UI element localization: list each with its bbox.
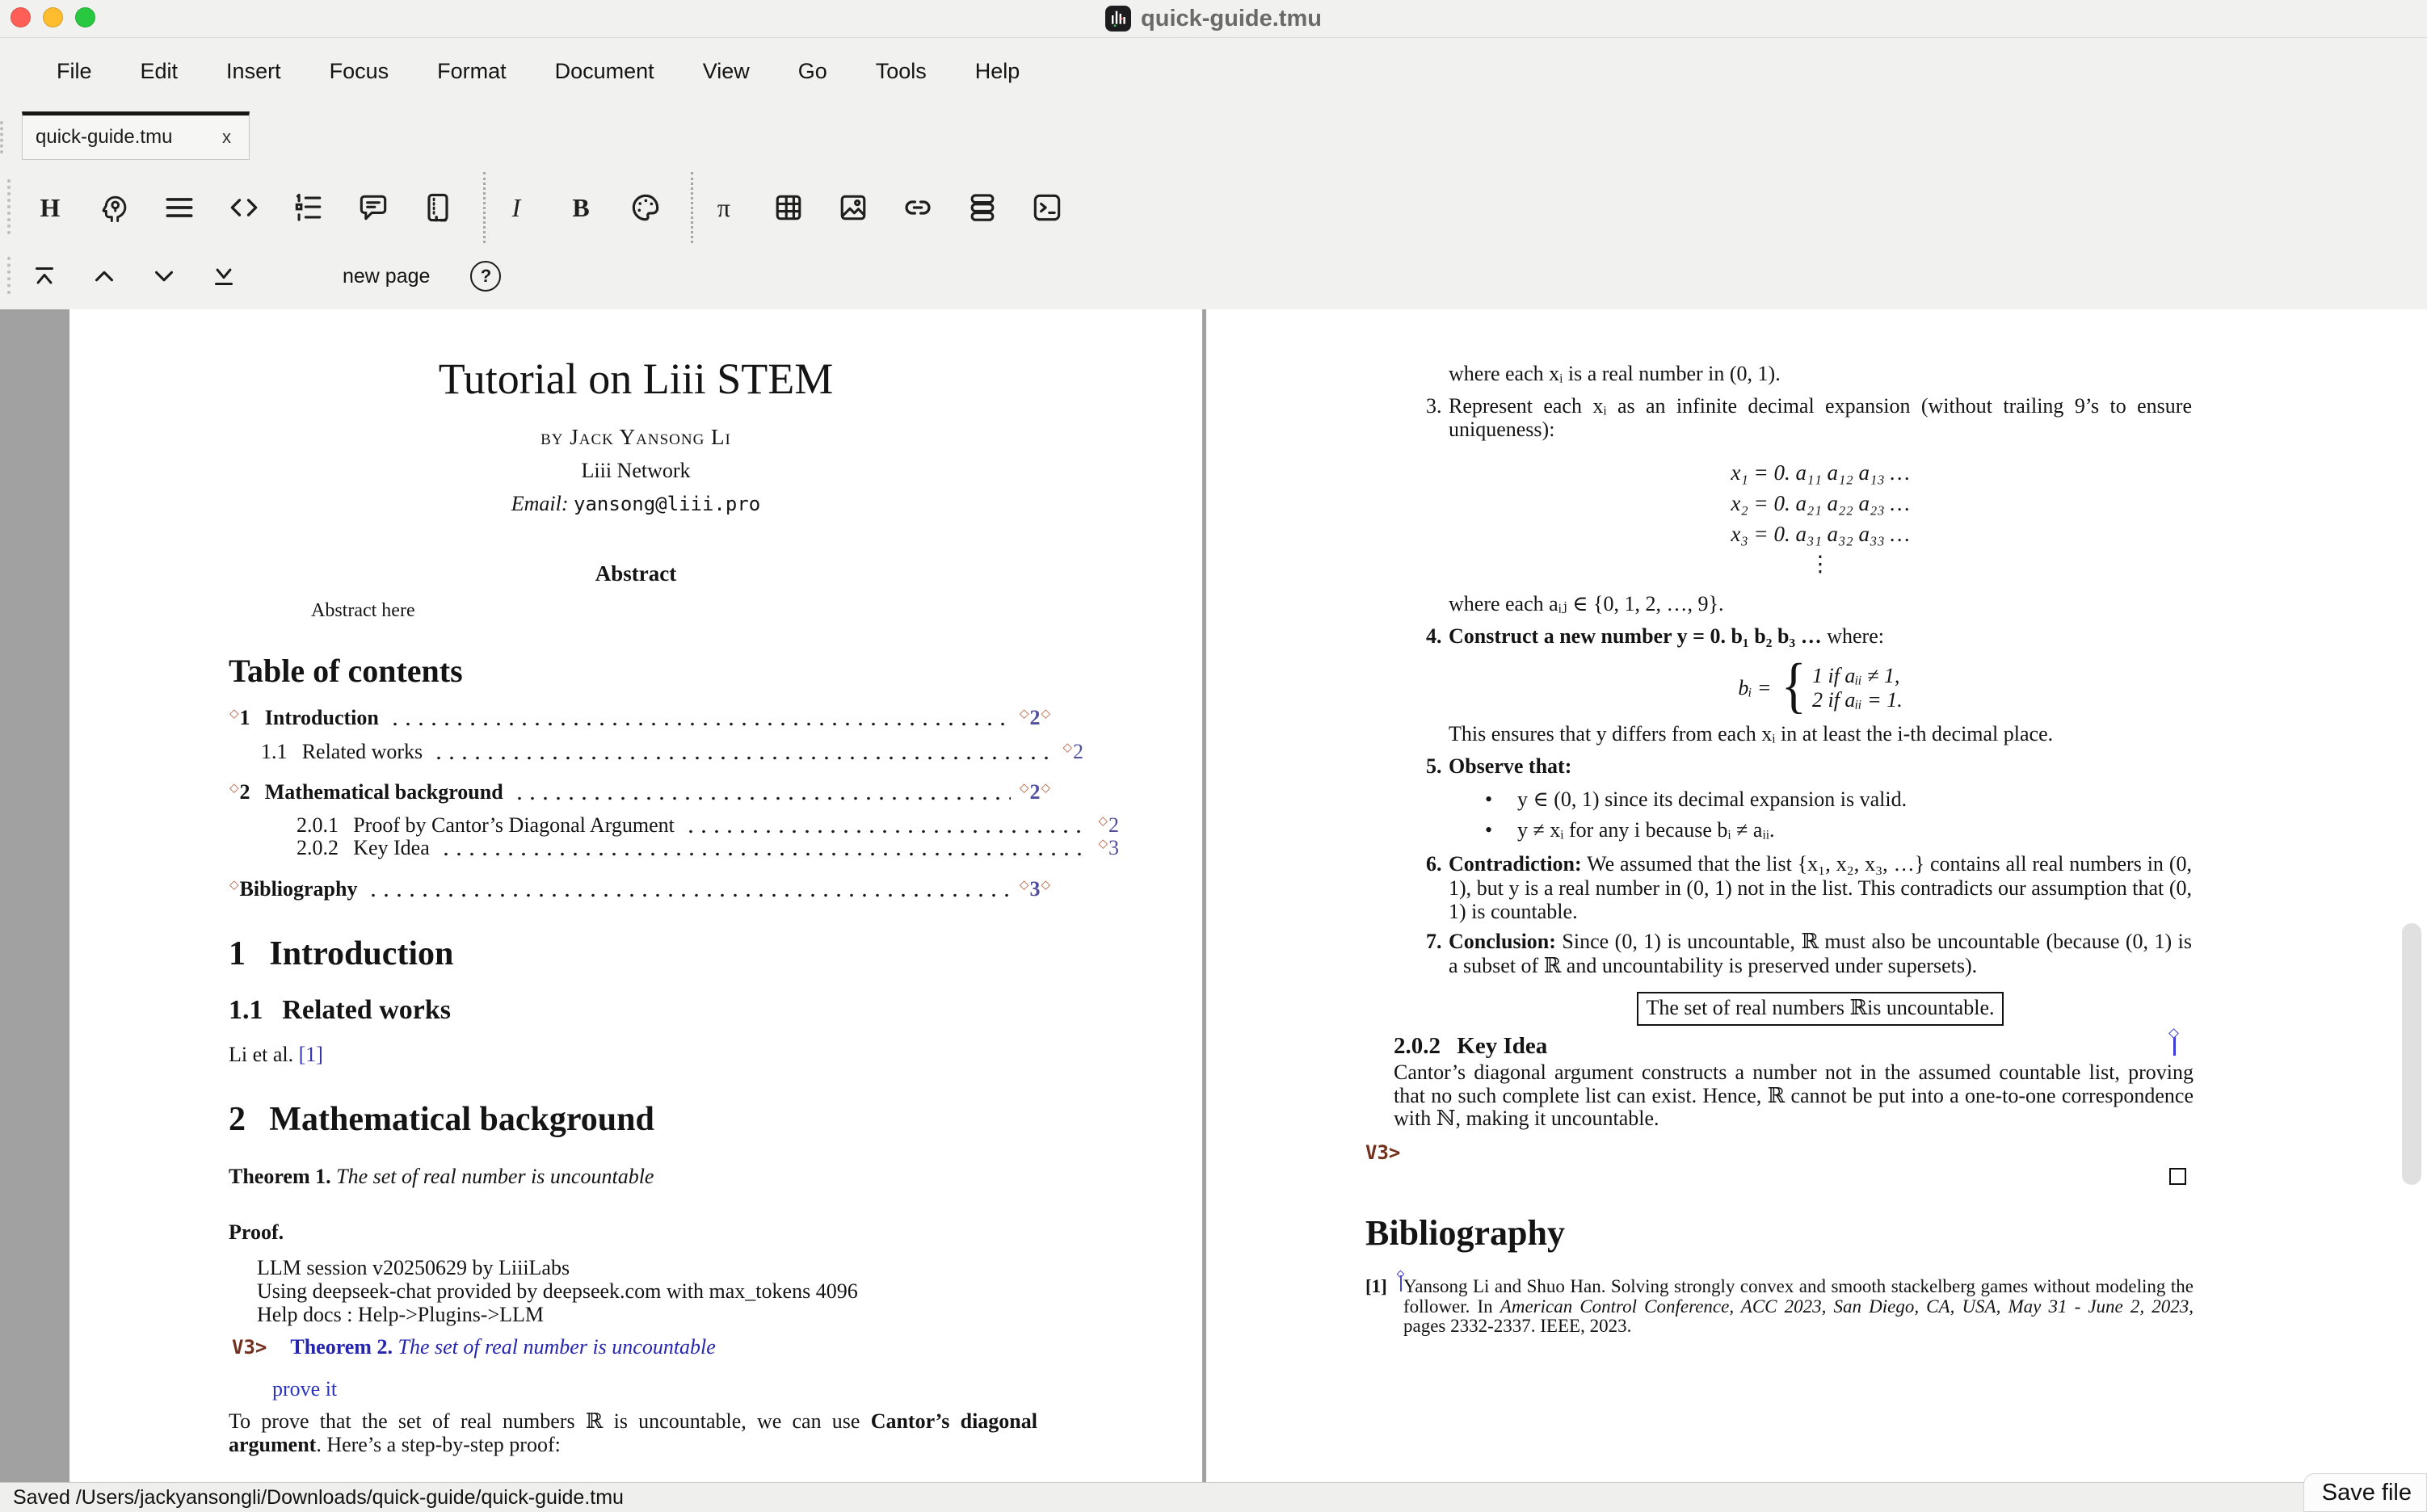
menu-help[interactable]: Help [974, 58, 1020, 83]
toc-leader [440, 848, 1090, 856]
toc-page-number[interactable]: 2 [1029, 706, 1041, 729]
toc-leader [684, 825, 1090, 834]
list-item-6: 6. Contradiction: We assumed that the list {x₁, x₂, x₃, …} contains all real numbers in (0, 1), but y is a real number in (0, 1) not in the list. This contradicts our assumption that (0, 1) is countable. [1426, 852, 2192, 923]
email-value: yansong@liii.pro [574, 493, 761, 515]
cases-equation: bᵢ = { 1 if aᵢᵢ ≠ 1, 2 if aᵢᵢ = 1. [1738, 652, 1903, 720]
doc-affiliation: Liii Network [581, 459, 691, 482]
tab-quick-guide[interactable] [22, 111, 250, 160]
toc-leader [432, 752, 1054, 760]
section-1-heading: 1 Introduction [229, 935, 454, 972]
toc-page-number[interactable]: 2 [1073, 740, 1083, 763]
nav-toolbar [0, 249, 2427, 304]
ai-assistant-icon[interactable] [95, 188, 134, 227]
email-label: Email: [511, 492, 569, 515]
menu-tools[interactable]: Tools [875, 58, 927, 83]
locus-pin-icon: ◇ [229, 879, 239, 892]
doc-byline: by Jack Yansong Li [541, 425, 731, 449]
document-canvas [0, 309, 2427, 1483]
toolbar-separator [691, 172, 693, 243]
main-toolbar [0, 166, 2427, 249]
menu-document[interactable]: Document [554, 58, 654, 83]
locus-pin-icon: ◇ [1019, 879, 1029, 892]
bullet-icon: • [1485, 788, 1493, 811]
decimal-expansion-equations [1449, 457, 2192, 578]
shell-prompt: V3> [232, 1336, 267, 1359]
llm-session-block [257, 1256, 1049, 1326]
toc-leader [367, 889, 1010, 897]
list-item-4: 4. Construct a new number y = 0. b₁ b₂ b₃ … where: [1426, 624, 1884, 648]
link-icon[interactable] [898, 188, 937, 227]
list-item-7: 7. Conclusion: Since (0, 1) is uncountable, ℝ must also be uncountable (because (0, 1) is a subset of ℝ and uncountability is preserved under supersets). [1426, 930, 2192, 977]
section-1-1-heading: 1.1 Related works [229, 995, 452, 1025]
math-icon[interactable]: π [717, 193, 731, 222]
proof-intro-paragraph: To prove that the set of real numbers ℝ is uncountable, we can use Cantor’s diagonal argument. Here’s a step-by-step proof: [229, 1409, 1037, 1456]
code-icon[interactable] [225, 188, 263, 227]
toc-leader [513, 792, 1011, 800]
up-icon[interactable] [87, 259, 121, 293]
locus-pin-icon: ◇ [1019, 782, 1029, 795]
bullet-item: • y ∈ (0, 1) since its decimal expansion is valid. [1485, 788, 1908, 811]
toc-entry-key-idea[interactable]: 2.0.2 Key Idea ◇ 3 [297, 836, 1119, 859]
down-icon[interactable] [147, 259, 181, 293]
database-icon[interactable] [963, 188, 1002, 227]
menu-view[interactable]: View [702, 58, 750, 83]
result-box-wrap [1449, 992, 2192, 1026]
tabbar-drag-handle[interactable] [0, 121, 3, 153]
shell-prompt: V3> [1365, 1141, 1401, 1164]
menu-focus[interactable]: Focus [329, 58, 389, 83]
locus-pin-icon: ◇ [1062, 741, 1072, 754]
menubar [0, 50, 2427, 92]
locus-pin-icon: ◇ [229, 708, 239, 720]
toc-entry-bibliography[interactable]: ◇ Bibliography ◇ 3 ◇ [229, 877, 1050, 901]
table-icon[interactable] [769, 188, 808, 227]
bibliography-heading: Bibliography [1365, 1213, 1565, 1253]
list-item-3: 3. Represent each xᵢ as an infinite decimal expansion (without trailing 9’s to ensure uniqueness): [1426, 394, 2192, 441]
toc-entry-related-works[interactable]: 1.1 Related works ◇ 2 [261, 740, 1083, 763]
page-1[interactable] [69, 309, 1202, 1483]
citation-link[interactable]: [1] [298, 1043, 323, 1066]
doc-email [69, 492, 1202, 516]
related-works-line: Li et al. [1] [229, 1043, 323, 1066]
locus-pin-icon: ◇ [1019, 708, 1029, 720]
continuation-line: where each xᵢ is a real number in (0, 1). [1449, 362, 1781, 385]
palette-icon[interactable] [626, 188, 665, 227]
toolbar-separator [483, 172, 486, 243]
menu-go[interactable]: Go [797, 58, 827, 83]
session-line: Using deepseek-chat provided by deepseek.com with max_tokens 4096 [257, 1279, 858, 1303]
bib-entry-label: [1] [1365, 1276, 1387, 1296]
toc-page-number[interactable]: 3 [1029, 877, 1041, 901]
save-file-tooltip: Save file [2303, 1473, 2427, 1512]
new-page-button[interactable]: new page [343, 264, 431, 288]
jump-bottom-icon[interactable] [207, 259, 241, 293]
prove-it-link[interactable]: prove it [272, 1377, 338, 1401]
outline-icon[interactable] [289, 188, 328, 227]
italic-icon[interactable]: I [511, 193, 521, 222]
page-2[interactable] [1206, 309, 2400, 1483]
heading-icon[interactable]: H [40, 193, 61, 222]
locus-pin-icon: ◇ [1041, 782, 1050, 795]
toc-entry-cantor-proof[interactable]: 2.0.1 Proof by Cantor’s Diagonal Argument ◇ 2 [297, 813, 1119, 837]
equation-line: x₂ = 0. a₂₁ a₂₂ a₂₃ … [1731, 491, 1910, 515]
toc-page-number[interactable]: 2 [1029, 780, 1041, 804]
equation-line: x₃ = 0. a₃₁ a₃₂ a₃₃ … [1731, 522, 1910, 546]
vertical-dots: ⋮ [1809, 552, 1832, 576]
locus-pin-icon: ◇ [229, 782, 239, 795]
aij-domain-line: where each aᵢⱼ ∈ {0, 1, 2, …, 9}. [1449, 592, 1724, 615]
section-2-heading: 2 Mathematical background [229, 1101, 654, 1138]
bold-icon[interactable]: B [572, 193, 590, 222]
image-icon[interactable] [834, 188, 873, 227]
tab-label: quick-guide.tmu [36, 126, 173, 148]
notebook-icon[interactable] [419, 188, 457, 227]
statusbar [0, 1482, 2427, 1512]
equation-line: x₁ = 0. a₁₁ a₁₂ a₁₃ … [1731, 460, 1910, 485]
session-line: LLM session v20250629 by LiiiLabs [257, 1256, 570, 1279]
key-idea-heading: 2.0.2 Key Idea [1394, 1033, 1548, 1059]
abstract-body: Abstract here [311, 600, 415, 621]
app-icon [1105, 6, 1131, 32]
ensures-line: This ensures that y differs from each xᵢ in at least the i-th decimal place. [1449, 722, 2054, 746]
help-icon[interactable]: ? [470, 261, 501, 292]
menu-edit[interactable]: Edit [140, 58, 179, 83]
toc-page-number[interactable]: 2 [1108, 813, 1119, 837]
bullet-icon: • [1485, 818, 1493, 842]
locus-pin-icon: ◇ [1098, 838, 1108, 850]
titlebar [0, 0, 2427, 38]
menu-file[interactable]: File [57, 58, 92, 83]
bib-entry-text: Yansong Li and Shuo Han. Solving strongly convex and smooth stackelberg games without modeling the follower. In American Control Conference, ACC 2023, San Diego, CA, USA, May 31 - June 2, 2023, pages 2332-2337. IEEE, 2023. [1403, 1276, 2194, 1336]
bullet-item: • y ≠ xᵢ for any i because bᵢ ≠ aᵢᵢ. [1485, 818, 1775, 842]
locus-pin-icon: ◇ [1041, 879, 1050, 892]
terminal-icon[interactable] [1028, 188, 1066, 227]
text-cursor [2173, 1035, 2176, 1056]
comment-icon[interactable] [354, 188, 393, 227]
window-title: quick-guide.tmu [1141, 5, 1322, 32]
result-box: The set of real numbers ℝis uncountable. [1637, 992, 2004, 1026]
list-item-5: 5. Observe that: [1426, 754, 1572, 778]
window-title-area [0, 0, 2427, 37]
qed-box [2169, 1168, 2186, 1185]
toc-title: Table of contents [229, 653, 463, 689]
doc-title: Tutorial on Liii STEM [438, 355, 834, 403]
scrollbar-thumb[interactable] [2402, 923, 2421, 1185]
tab-close-icon[interactable]: x [222, 127, 231, 147]
locus-pin-icon: ◇ [1098, 815, 1108, 828]
theorem-2-row: V3> Theorem 2. The set of real number is uncountable [232, 1335, 716, 1359]
jump-top-icon[interactable] [27, 259, 61, 293]
status-message: Saved /Users/jackyansongli/Downloads/quick-guide/quick-guide.tmu [13, 1485, 624, 1509]
scrollbar-track[interactable] [2398, 309, 2427, 1483]
menu-format[interactable]: Format [437, 58, 507, 83]
toc-leader [389, 718, 1011, 726]
key-idea-paragraph: Cantor’s diagonal argument constructs a number not in the assumed countable list, proving that no such complete list can exist. Hence, ℝ cannot be put into a one-to-one correspondence with ℕ, making it uncountable. [1394, 1060, 2194, 1130]
session-line: Help docs : Help->Plugins->LLM [257, 1303, 545, 1326]
text-cursor [1400, 1275, 1402, 1292]
menu-insert[interactable]: Insert [226, 58, 281, 83]
toc-page-number[interactable]: 3 [1108, 836, 1119, 859]
abstract-heading: Abstract [595, 561, 677, 586]
toc-entry-introduction[interactable]: ◇ 1 Introduction ◇ 2 ◇ [229, 706, 1050, 729]
theorem-1: Theorem 1. The set of real number is uncountable [229, 1165, 654, 1188]
toc-entry-math-background[interactable]: ◇ 2 Mathematical background ◇ 2 ◇ [229, 780, 1050, 804]
brace-glyph: { [1781, 652, 1807, 720]
proof-label: Proof. [229, 1220, 284, 1244]
locus-pin-icon: ◇ [1041, 708, 1050, 720]
list-icon[interactable] [160, 188, 199, 227]
